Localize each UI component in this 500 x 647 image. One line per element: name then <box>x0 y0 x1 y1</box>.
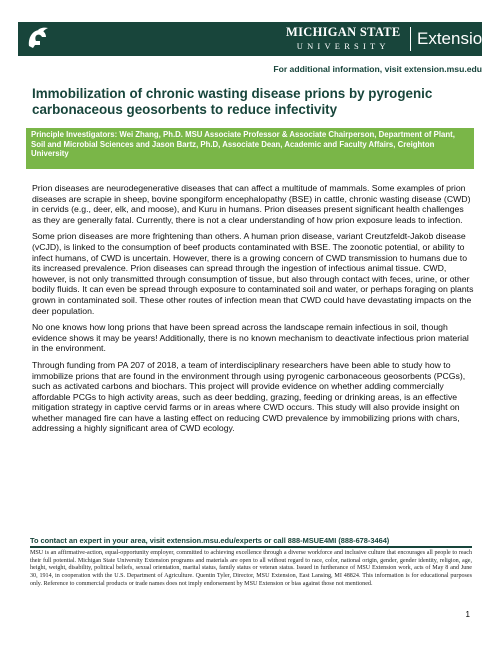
page-number: 1 <box>465 610 470 619</box>
contact-top-link[interactable]: For additional information, visit extension.msu.edu <box>273 64 482 74</box>
disclaimer: MSU is an affirmative-action, equal-opportunity employer, committed to achieving excellence through a diverse workforce and inclusive culture that encourages all people to reach their full potential. Michigan State University Extension programs and materials are open to all without regard to race, color, national origin, gender, gender identity, religion, age, height, weight, disability, political beliefs, sexual orientation, marital status, family status or veteran status. Issued in furtherance of MSU Extension work, acts of May 8 and June 30, 1914, in cooperation with the U.S. Department of Agriculture. Quentin Tyler, Director, MSU Extension, East Lansing, MI 48824. This information is for educational purposes only. Reference to commercial products or trade names does not imply endorsement by MSU Extension or bias against those not mentioned. <box>30 550 472 587</box>
document-title: Immobilization of chronic wasting disease prions by pyrogenic carbonaceous geosorbents to reduce infectivity <box>32 86 433 117</box>
body-paragraph: No one knows how long prions that have been spread across the landscape remain infectious in soil, though evidence shows it may be years! Additionally, there is no known mechanism to deactivate infectious prion material in the environment. <box>32 322 469 354</box>
spartan-helmet-icon <box>24 26 50 52</box>
body-paragraph: Some prion diseases are more frightening than others. A human prion disease, variant Creutzfeldt-Jakob disease (vCJD), is linked to the consumption of beef products contaminated with BSE. The zoonotic potential, or ability to infect humans, of CWD is uncertain. However, there is a growing concern of CWD transmission to humans due to its increased prevalence. Prion diseases can spread through the ingestion of infectious animal tissue. CWD, however, is not only transmitted through consumption of tissue, but also through contact with feces, urine, or other bodily fluids. It can even be spread through exposure to contaminated soil and water, or perhaps foraging on plants grown in contaminated soil. These other routes of infection mean that CWD could have devastating impacts on the deer population. <box>32 231 474 316</box>
extension-wordmark: Extension <box>417 29 492 48</box>
body-paragraph: Through funding from PA 207 of 2018, a team of interdisciplinary researchers have been able to study how to immobilize prions that are found in the environment through using pyrogenic carbonaceous geosorbents (PCGs), such as activated carbons and biochars. This project will provide evidence on whether adding commercially affordable PCGs to high activity areas, such as deer bedding, grazing, feeding or drinking areas, is an effective mitigation strategy in captive cervid farms or in areas where CWD occurs. This study will also provide insight on whether managed fire can have a lasting effect on reducing CWD prevalence by immobilizing prions with chars, addressing a highly significant area of CWD ecology. <box>32 359 466 434</box>
body-text <box>32 183 474 440</box>
investigators-box: Principle Investigators: Wei Zhang, Ph.D. MSU Associate Professor & Associate Chairperson, Department of Plant, Soil and Microbial Sciences and Jason Bartz, Ph.D, Associate Dean, Academic and Faculty Affairs, Creighton University <box>26 128 474 169</box>
body-paragraph: Prion diseases are neurodegenerative diseases that can affect a multitude of mammals. Some examples of prion diseases are scrapie in sheep, bovine spongiform encephalopathy (BSE) in cattle, chronic wasting disease (CWD) in cervids (e.g., deer, elk, and moose), and Kuru in humans. Prion diseases present significant health challenges as they are generally fatal. Currently, there is not a clear understanding of how prion exposure leads to infection. <box>32 183 471 225</box>
footer-rule <box>30 546 472 548</box>
university-line1: MICHIGAN STATE <box>286 25 401 39</box>
university-line2: UNIVERSITY <box>296 40 390 51</box>
header-bar <box>18 22 492 56</box>
university-wordmark <box>286 26 401 50</box>
footer-contact[interactable]: To contact an expert in your area, visit extension.msu.edu/experts or call 888-MSUE4MI (888-678-3464) <box>30 536 390 545</box>
header-divider <box>410 27 411 51</box>
